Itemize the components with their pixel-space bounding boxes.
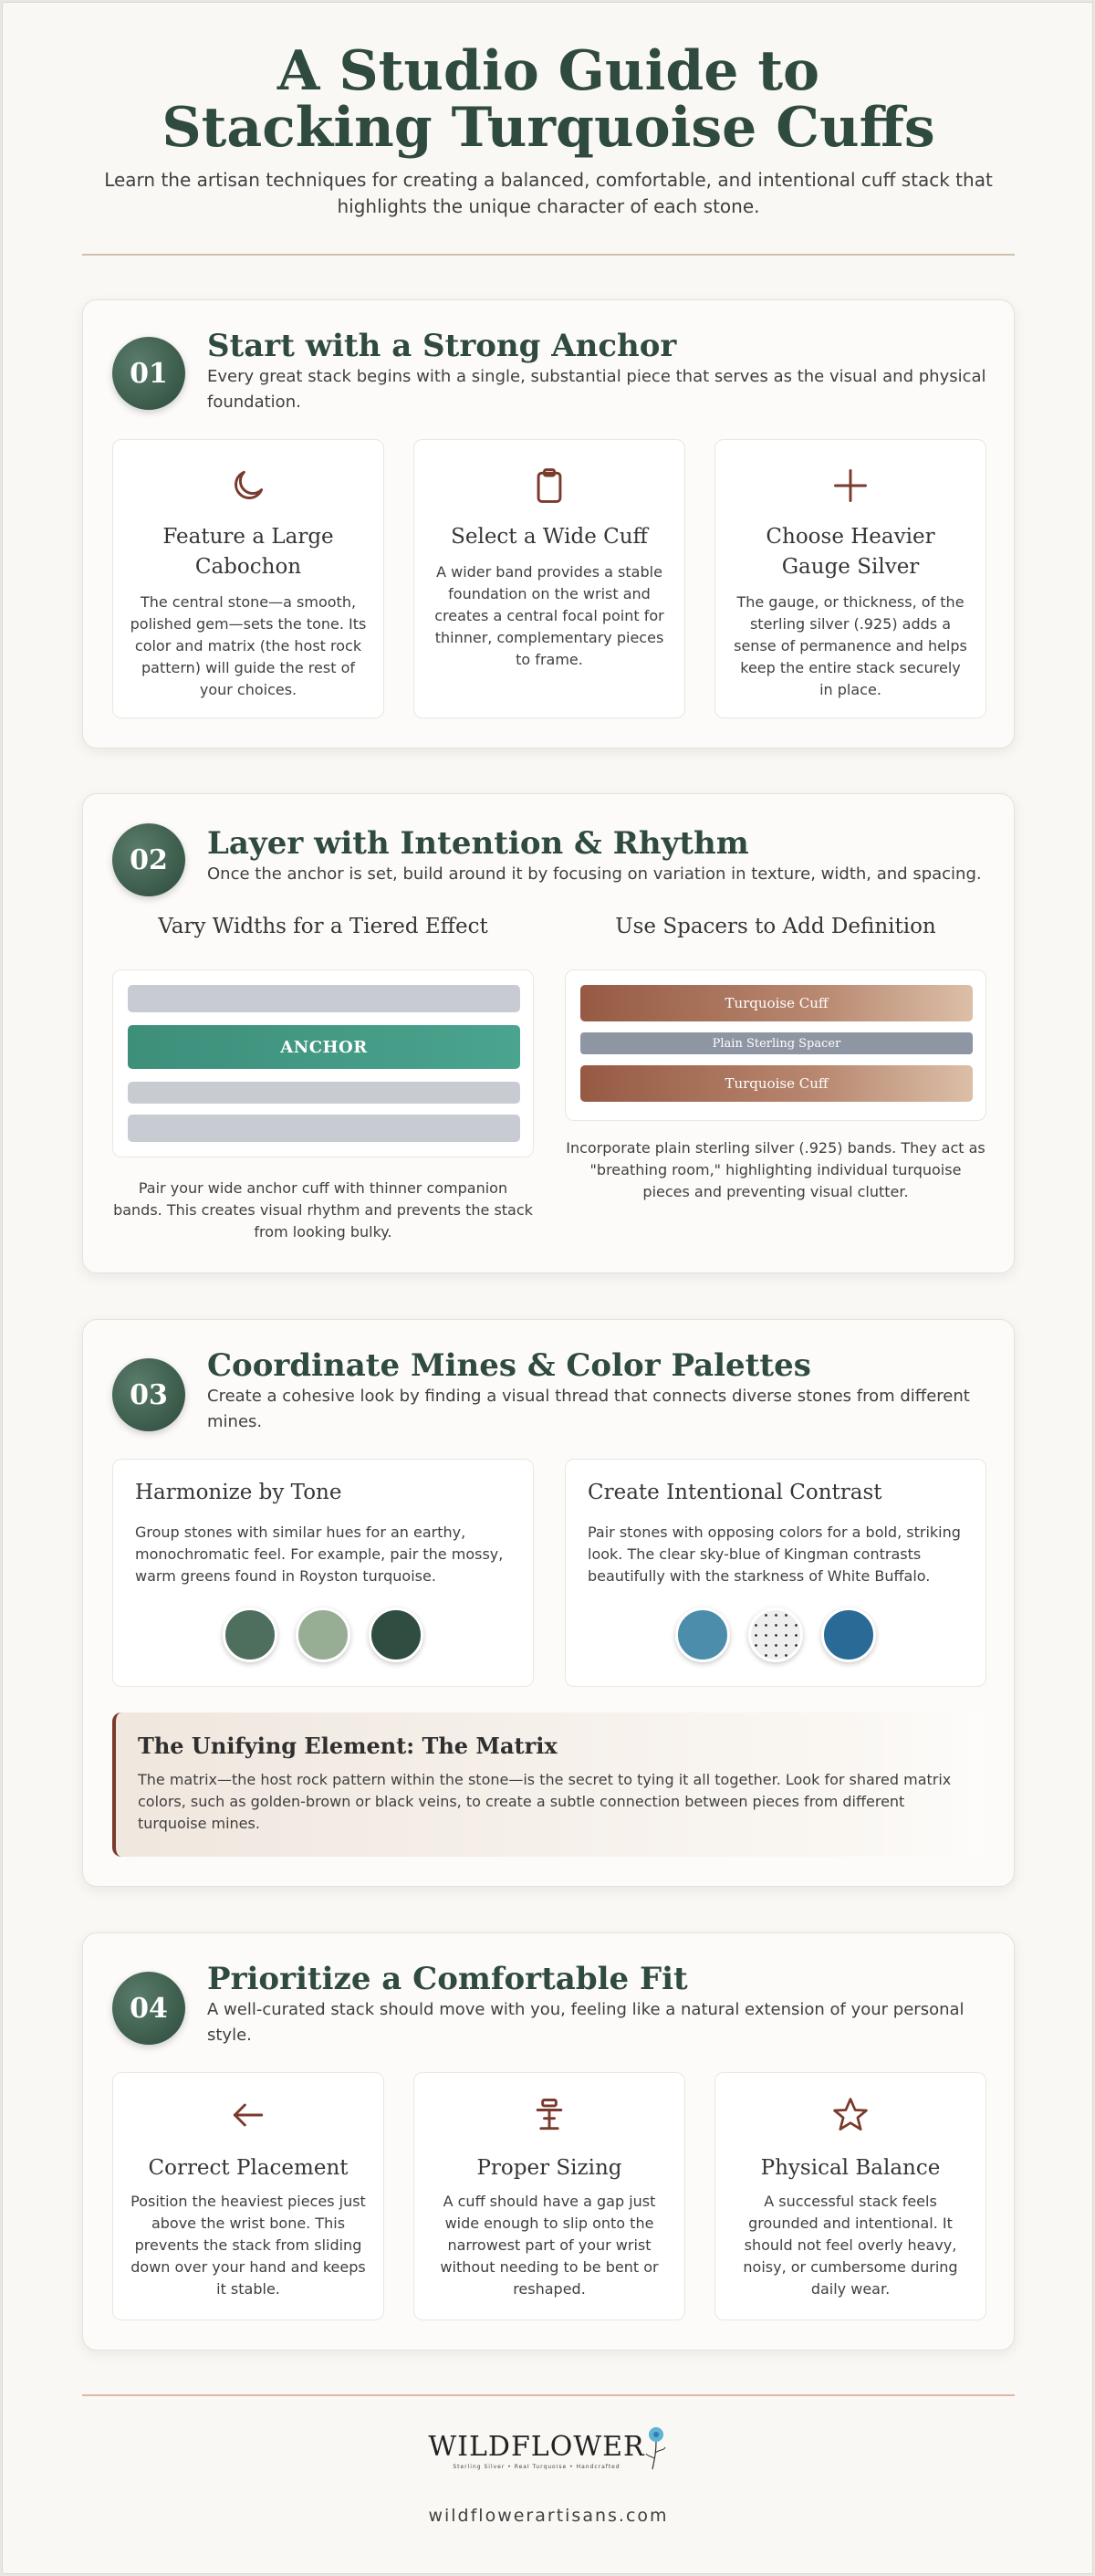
section-comfortable-fit (82, 1932, 1015, 2351)
star-icon (715, 2095, 986, 2135)
width-tier-illustration (112, 969, 534, 1157)
card-title: Feature a Large Cabochon (162, 525, 334, 579)
card-title: Select a Wide Cuff (451, 525, 648, 549)
card-text: A cuff should have a gap just wide enough to slip onto the narrowest part of your wrist without needing to be bent or reshaped. (440, 2193, 659, 2298)
logo-wordmark: WILDFLOWER (428, 2431, 645, 2463)
section-description: A well-curated stack should move with you, feeling like a natural extension of your personal style. (207, 2000, 965, 2045)
thin-band (128, 1115, 520, 1142)
section-number-badge: 03 (112, 1358, 185, 1431)
card-heavier-gauge (714, 439, 986, 718)
card-text: A wider band provides a stable foundation on the wrist and creates a central focal point for thinner, complementary pieces to frame. (434, 563, 664, 668)
page (2, 2, 1093, 2574)
spacers-text: Incorporate plain sterling silver (.925) bands. They act as "breathing room," highlighting individual turquoise pieces and preventing visual clutter. (566, 1139, 986, 1200)
turquoise-cuff-bar: Turquoise Cuff (580, 1065, 973, 1102)
anchor-cuff-bar: ANCHOR (128, 1025, 520, 1069)
card-title: Harmonize by Tone (135, 1481, 342, 1504)
clipboard-icon (414, 466, 684, 506)
card-proper-sizing (413, 2072, 685, 2320)
tiered-effect-heading: Vary Widths for a Tiered Effect (158, 915, 488, 938)
card-physical-balance (714, 2072, 986, 2320)
card-title: Physical Balance (760, 2156, 941, 2180)
matrix-title: The Unifying Element: The Matrix (138, 1733, 558, 1759)
card-title: Proper Sizing (476, 2156, 622, 2180)
wildflower-logo[interactable] (3, 2431, 1094, 2472)
section-description: Create a cohesive look by finding a visual thread that connects diverse stones from different mines. (207, 1387, 970, 1431)
logo-tagline: Sterling Silver • Real Turquoise • Handcrafted (453, 2464, 620, 2470)
section-number-badge: 04 (112, 1972, 185, 2045)
tiered-effect-text: Pair your wide anchor cuff with thinner companion bands. This creates visual rhythm and prevents the stack from looking bulky. (113, 1179, 533, 1241)
website-link[interactable]: wildflowerartisans.com (428, 2506, 669, 2526)
card-text: A successful stack feels grounded and intentional. It should not feel overly heavy, noisy, or cumbersome during daily wear. (743, 2193, 958, 2298)
card-title: Create Intentional Contrast (588, 1481, 882, 1504)
card-large-cabochon (112, 439, 384, 718)
thin-band (128, 1082, 520, 1104)
card-text: Group stones with similar hues for an earthy, monochromatic feel. For example, pair the mossy, warm greens found in Royston turquoise. (135, 1524, 504, 1585)
section-layer-rhythm (82, 793, 1015, 1273)
card-text: Position the heaviest pieces just above the wrist bone. This prevents the stack from sliding down over your hand and keeps it stable. (130, 2193, 366, 2298)
section-strong-anchor (82, 299, 1015, 749)
sterling-spacer-bar: Plain Sterling Spacer (580, 1032, 973, 1054)
flower-icon (645, 2425, 669, 2475)
card-correct-placement (112, 2072, 384, 2320)
page-header (3, 39, 1094, 220)
matrix-callout (112, 1712, 985, 1857)
header-divider (82, 254, 1015, 256)
card-text: The central stone—a smooth, polished gem—sets the tone. Its color and matrix (the host rock pattern) will guide the rest of your choices. (130, 593, 367, 698)
thin-band (128, 985, 520, 1012)
royston-green-swatch (223, 1607, 277, 1662)
intentional-contrast-card (565, 1459, 986, 1687)
white-buffalo-swatch (748, 1607, 803, 1662)
section-description: Once the anchor is set, build around it by focusing on variation in texture, width, and spacing. (207, 864, 982, 884)
card-title: Correct Placement (148, 2156, 349, 2180)
card-title: Choose Heavier Gauge Silver (766, 525, 935, 579)
moon-icon (113, 466, 383, 506)
matrix-text: The matrix—the host rock pattern within the stone—is the secret to tying it all together. Look for shared matrix colors, such as golden-brown or black veins, to create a subtle connection between pieces from different turquoise mines. (138, 1771, 952, 1832)
lamp-icon (414, 2095, 684, 2135)
card-wide-cuff (413, 439, 685, 718)
page-subtitle: Learn the artisan techniques for creating a balanced, comfortable, and intentional cuff stack that highlights the unique character of each stone. (104, 169, 993, 217)
section-number-badge: 02 (112, 823, 185, 896)
spacer-illustration (565, 969, 986, 1121)
card-text: Pair stones with opposing colors for a bold, striking look. The clear sky-blue of Kingman contrasts beautifully with the starkness of White Buffalo. (588, 1524, 961, 1585)
spacers-heading: Use Spacers to Add Definition (615, 915, 936, 938)
turquoise-cuff-bar: Turquoise Cuff (580, 985, 973, 1021)
plus-icon (715, 466, 986, 506)
card-text: The gauge, or thickness, of the sterling silver (.925) adds a sense of permanence and helps keep the entire stack securely in place. (734, 593, 967, 698)
sage-green-swatch (296, 1607, 350, 1662)
kingman-blue-swatch (675, 1607, 730, 1662)
section-title: Start with a Strong Anchor (207, 328, 677, 364)
arrow-left-icon (113, 2095, 383, 2135)
page-title: A Studio Guide to Stacking Turquoise Cuffs (162, 39, 935, 160)
deep-blue-swatch (821, 1607, 876, 1662)
section-title: Prioritize a Comfortable Fit (207, 1961, 688, 1997)
section-color-palettes (82, 1319, 1015, 1887)
footer-divider (82, 2394, 1015, 2396)
harmonize-tone-card (112, 1459, 534, 1687)
section-title: Coordinate Mines & Color Palettes (207, 1347, 811, 1384)
section-description: Every great stack begins with a single, substantial piece that serves as the visual and physical foundation. (207, 367, 986, 412)
section-number-badge: 01 (112, 337, 185, 410)
section-title: Layer with Intention & Rhythm (207, 825, 749, 862)
deep-green-swatch (369, 1607, 423, 1662)
